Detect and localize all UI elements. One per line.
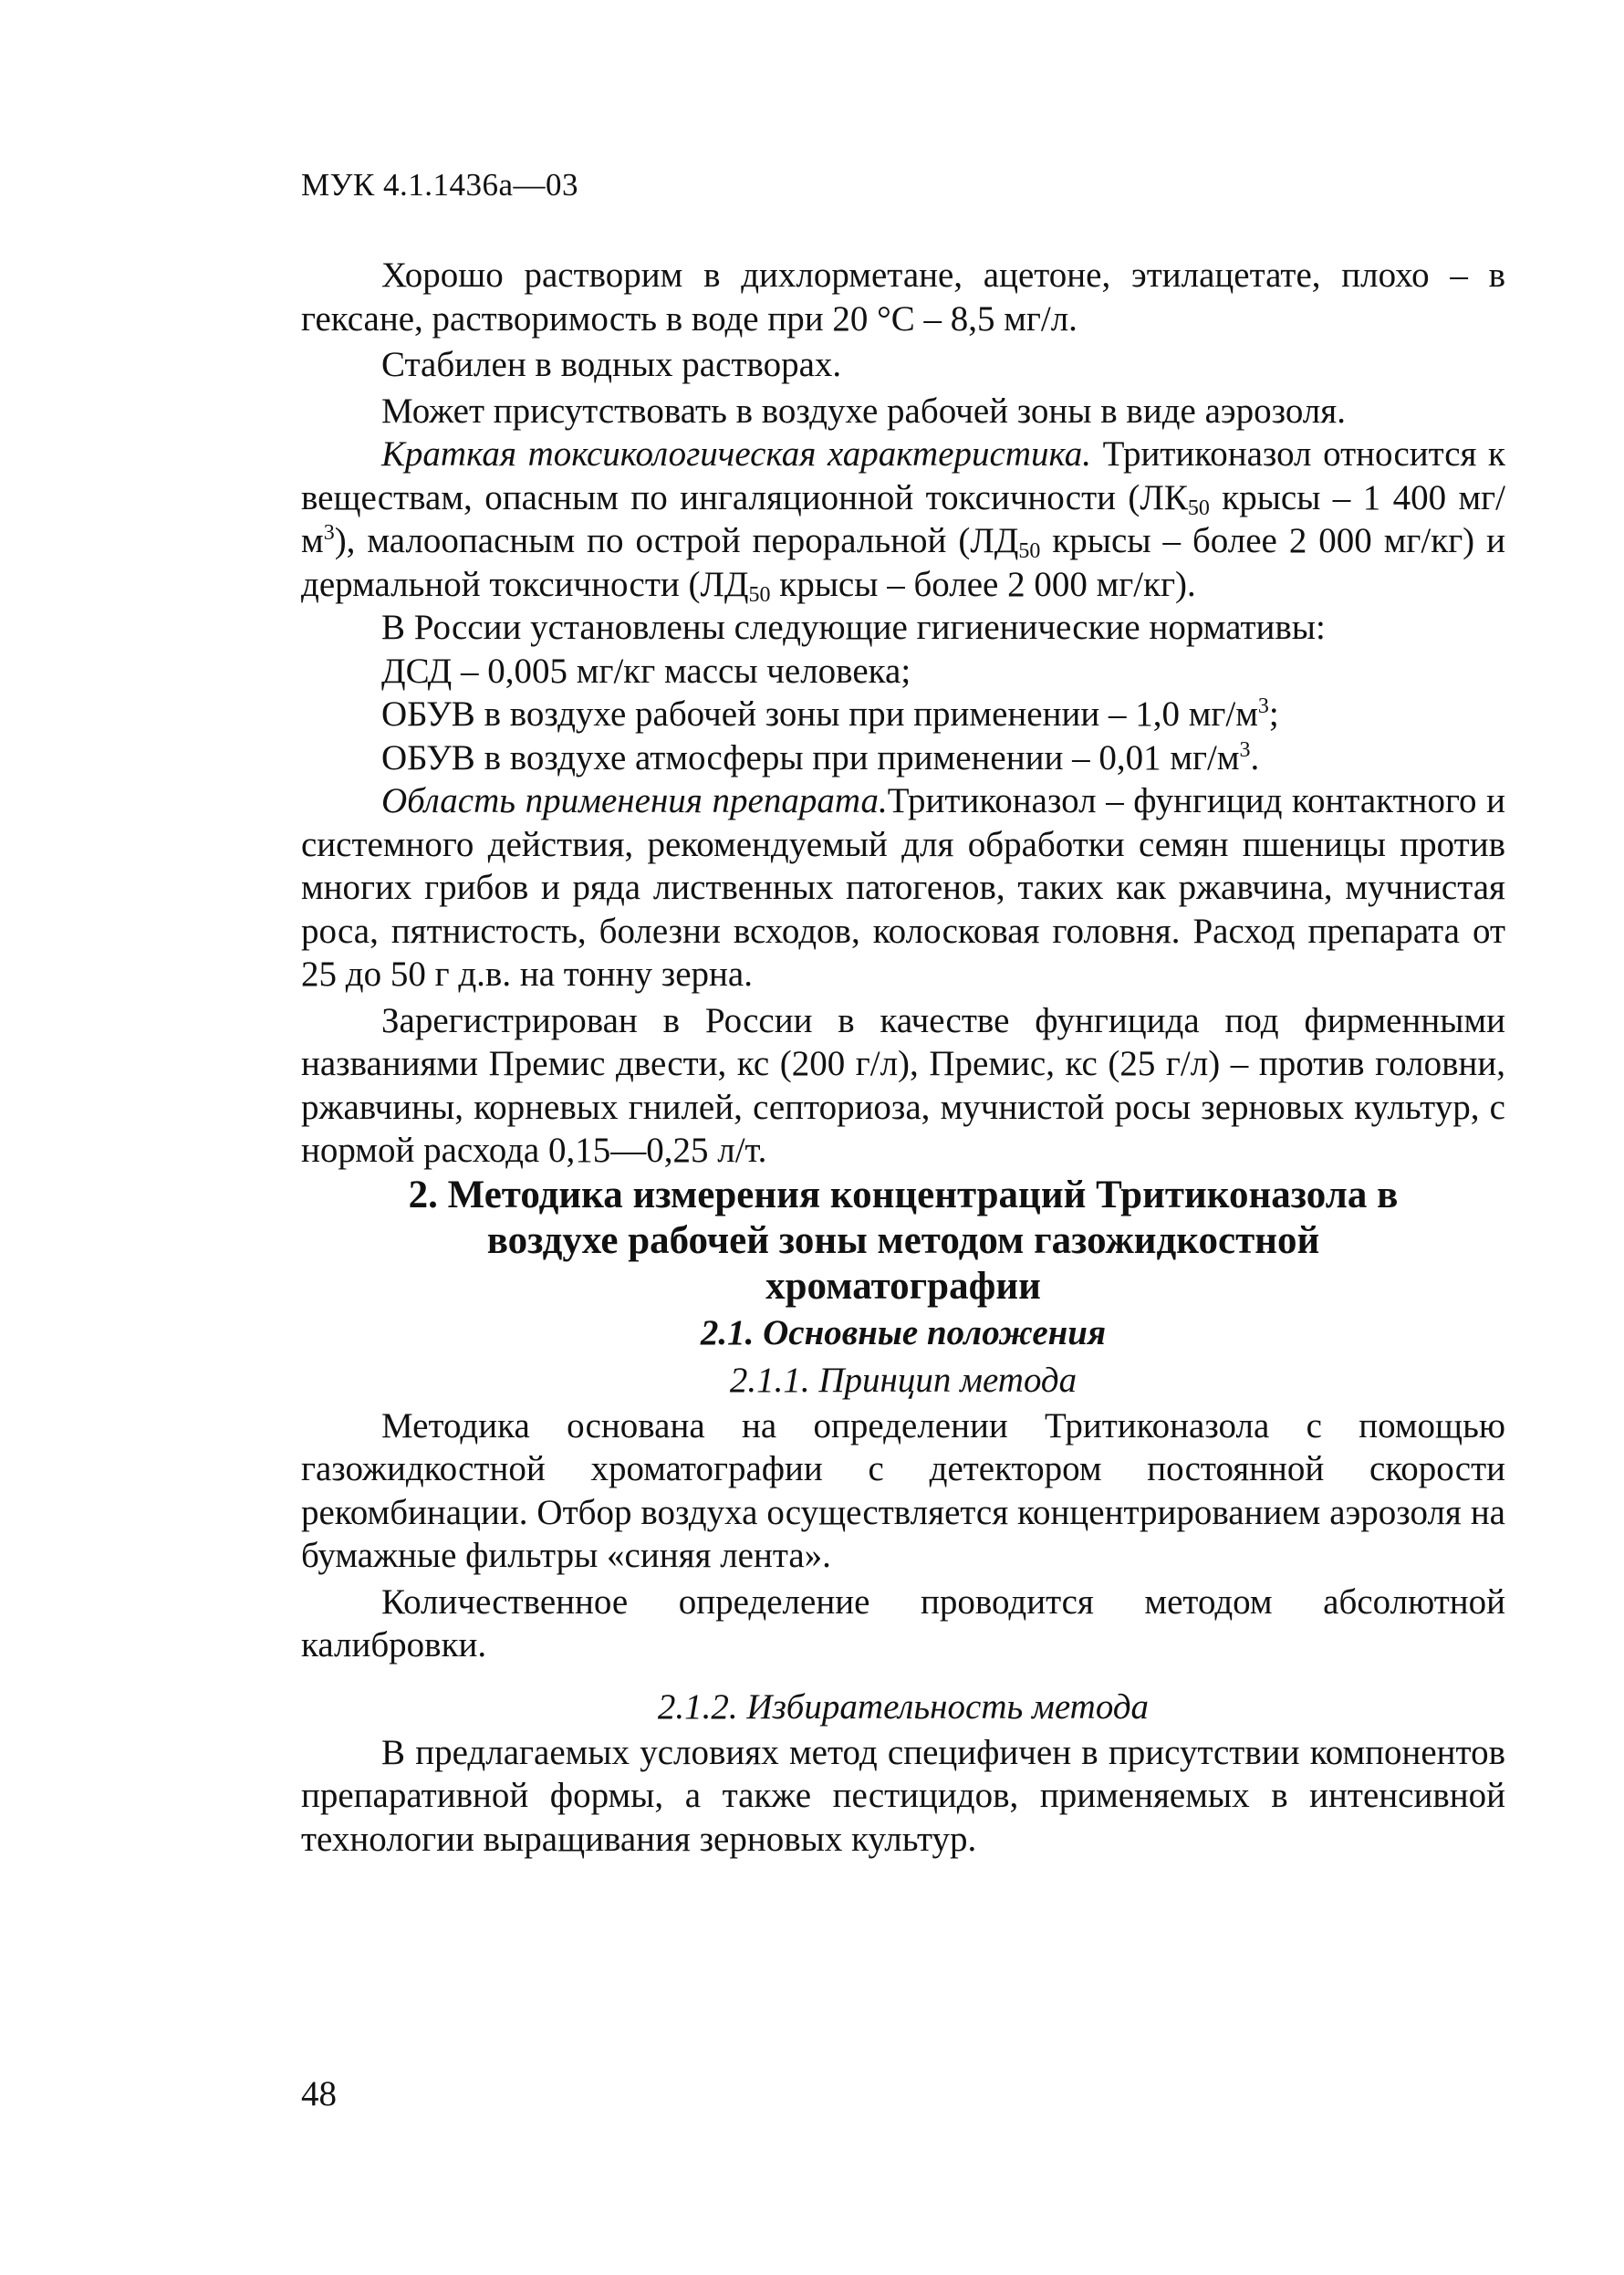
application-area-label: Область применения препарата. (381, 781, 888, 820)
aerosol-paragraph: Может присутствовать в воздухе рабочей зоны в виде аэрозоля. (381, 391, 1346, 431)
toxicology-text-3: ), малоопасным по острой пероральной (ЛД (334, 521, 1019, 560)
cubic-superscript: 3 (1239, 737, 1251, 762)
toxicology-text-2: крысы – 1 400 мг/м (301, 477, 1505, 560)
section-2-1-heading: 2.1. Основные положения (700, 1312, 1107, 1352)
page-number: 48 (301, 2074, 337, 2113)
norms-intro-paragraph: В России установлены следующие гигиенические нормативы: (381, 608, 1326, 647)
obuv-atmosphere-end: . (1250, 737, 1260, 777)
obuv-atmosphere-paragraph (301, 736, 1505, 780)
quantitative-paragraph: Количественное определение проводится методом абсолютной калибровки. (301, 1581, 1505, 1665)
section-2-title: 2. Методика измерения концентраций Тритиконазола в воздухе рабочей зоны методом газожидкостной хроматографии (408, 1173, 1399, 1308)
document-code-header: МУК 4.1.1436а—03 (301, 167, 579, 203)
document-body (301, 254, 1505, 1861)
obuv-work-zone-end: ; (1268, 694, 1279, 734)
registration-paragraph: Зарегистрирован в России в качестве фунгицида под фирменными названиями Премис двести, кс (200 г/л), Премис, кс (25 г/л) – против головни, ржавчины, корневых гнилей, септориоза, мучнистой росы зерновых культур, с нормой расхода 0,15—0,25 л/т. (301, 1000, 1505, 1170)
application-area-paragraph (301, 779, 1505, 997)
ld50-dermal-subscript: 50 (748, 582, 771, 607)
dsd-paragraph: ДСД – 0,005 мг/кг массы человека; (381, 651, 911, 691)
toxicology-text-4: крысы – более 2 000 мг/кг) и дермальной токсичности (ЛД (301, 521, 1506, 604)
obuv-work-zone-paragraph (301, 693, 1505, 736)
selectivity-paragraph: В предлагаемых условиях метод специфичен в присутствии компонентов препаративной формы, а также пестицидов, применяемых в интенсивной технологии выращивания зерновых культур. (301, 1732, 1505, 1859)
stability-paragraph: Стабилен в водных растворах. (381, 345, 842, 384)
ld50-oral-subscript: 50 (1018, 539, 1041, 563)
solubility-paragraph: Хорошо растворим в дихлорметане, ацетоне, этилацетате, плохо – в гексане, растворимость в воде при 20 °С – 8,5 мг/л. (301, 256, 1505, 339)
cubic-superscript: 3 (323, 521, 335, 545)
toxicology-text-1: Тритиконазол относится к веществам, опасным по ингаляционной токсичности (ЛК (301, 434, 1505, 517)
section-2-1-1-heading: 2.1.1. Принцип метода (729, 1360, 1077, 1400)
obuv-atmosphere-text: ОБУВ в воздухе атмосферы при применении – 0,01 мг/м (381, 737, 1240, 777)
method-principle-paragraph: Методика основана на определении Тритиконазола с помощью газожидкостной хроматографии с детектором постоянной скорости рекомбинации. Отбор воздуха осуществляется концентрированием аэрозоля на бумажные фильтры «синяя лента». (301, 1405, 1505, 1575)
section-2-1-2-heading: 2.1.2. Избирательность метода (657, 1686, 1150, 1727)
application-area-text: Тритиконазол – фунгицид контактного и системного действия, рекомендуемый для обработки семян пшеницы против многих грибов и ряда лиственных патогенов, таких как ржавчина, мучнистая роса, пятнистость, болезни всходов, колосковая головня. Расход препарата от 25 до 50 г д.в. на тонну зерна. (301, 781, 1505, 994)
toxicology-paragraph (301, 433, 1505, 606)
toxicology-label: Краткая токсикологическая характеристика. (381, 434, 1092, 474)
obuv-work-zone-text: ОБУВ в воздухе рабочей зоны при применении – 1,0 мг/м (381, 694, 1258, 734)
cubic-superscript: 3 (1257, 694, 1269, 718)
lk50-subscript: 50 (1187, 496, 1210, 520)
toxicology-text-5: крысы – более 2 000 мг/кг). (770, 564, 1196, 604)
